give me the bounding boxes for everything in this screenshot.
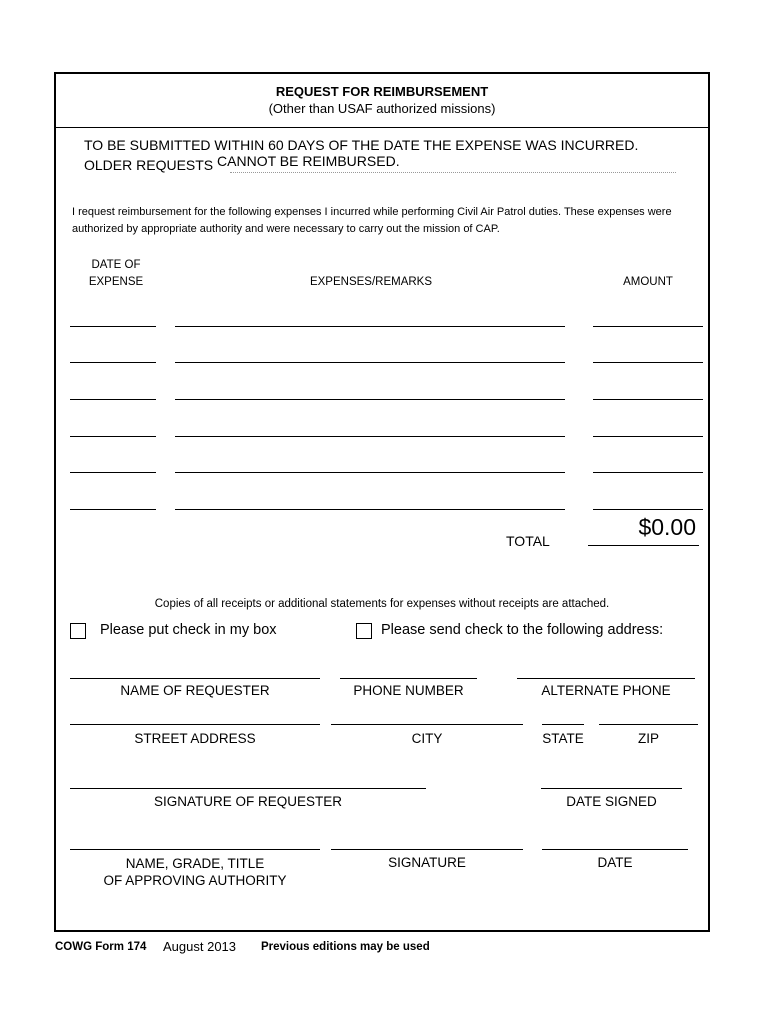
late-request-prefix: OLDER REQUESTS	[84, 157, 214, 173]
phone-number-label: PHONE NUMBER	[353, 683, 464, 698]
street-address-label: STREET ADDRESS	[134, 731, 256, 746]
expense-date-field[interactable]	[70, 399, 156, 400]
form-title: REQUEST FOR REIMBURSEMENT	[275, 84, 489, 99]
column-date-header	[70, 257, 162, 291]
column-date-header-line1: DATE OF	[91, 259, 141, 271]
approver-name-label	[70, 855, 320, 889]
alternate-phone-label: ALTERNATE PHONE	[541, 683, 671, 698]
expense-date-field[interactable]	[70, 362, 156, 363]
receipts-attached-note: Copies of all receipts or additional statements for expenses without receipts are attached.	[154, 598, 610, 610]
signature-of-requester-label: SIGNATURE OF REQUESTER	[153, 794, 343, 809]
expense-date-field[interactable]	[70, 509, 156, 510]
expense-amount-field[interactable]	[593, 326, 703, 327]
expense-amount-field[interactable]	[593, 362, 703, 363]
name-of-requester-field[interactable]	[70, 678, 320, 679]
name-of-requester-label: NAME OF REQUESTER	[120, 683, 270, 698]
expense-remarks-field[interactable]	[175, 399, 565, 400]
total-amount: $0.00	[638, 514, 696, 540]
expense-date-field[interactable]	[70, 436, 156, 437]
expense-date-field[interactable]	[70, 472, 156, 473]
expense-amount-field[interactable]	[593, 472, 703, 473]
zip-field[interactable]	[599, 724, 698, 725]
state-field[interactable]	[542, 724, 584, 725]
street-address-field[interactable]	[70, 724, 320, 725]
notice-underline	[230, 172, 676, 173]
phone-number-field[interactable]	[340, 678, 477, 679]
alternate-phone-field[interactable]	[517, 678, 695, 679]
city-field[interactable]	[331, 724, 523, 725]
send-to-address-label: Please send check to the following address:	[381, 622, 664, 638]
form-number: COWG Form 174	[55, 941, 147, 953]
late-request-emphasis: CANNOT BE REIMBURSED.	[217, 153, 400, 169]
date-signed-field[interactable]	[541, 788, 682, 789]
approval-date-label: DATE	[597, 855, 633, 870]
expense-remarks-field[interactable]	[175, 326, 565, 327]
expense-remarks-field[interactable]	[175, 436, 565, 437]
expense-remarks-field[interactable]	[175, 362, 565, 363]
total-underline	[588, 545, 699, 546]
send-to-address-checkbox[interactable]	[356, 623, 372, 639]
approver-signature-label: SIGNATURE	[388, 855, 466, 870]
date-signed-label: DATE SIGNED	[566, 794, 657, 809]
late-request-notice	[84, 153, 400, 173]
approver-signature-field[interactable]	[331, 849, 523, 850]
form-subtitle: (Other than USAF authorized missions)	[268, 101, 496, 116]
approver-name-label-line2: OF APPROVING AUTHORITY	[103, 873, 287, 888]
check-in-box-label: Please put check in my box	[100, 622, 277, 638]
total-label: TOTAL	[506, 533, 550, 549]
city-label: CITY	[411, 731, 443, 746]
expense-amount-field[interactable]	[593, 509, 703, 510]
approver-name-field[interactable]	[70, 849, 320, 850]
expense-remarks-field[interactable]	[175, 509, 565, 510]
state-label: STATE	[542, 731, 584, 746]
expense-date-field[interactable]	[70, 326, 156, 327]
zip-label: ZIP	[637, 731, 659, 746]
column-date-header-line2: EXPENSE	[88, 276, 144, 288]
column-amount-header: AMOUNT	[623, 276, 673, 288]
signature-of-requester-field[interactable]	[70, 788, 426, 789]
submission-deadline-notice: TO BE SUBMITTED WITHIN 60 DAYS OF THE DATE THE EXPENSE WAS INCURRED.	[84, 137, 639, 153]
expense-amount-field[interactable]	[593, 399, 703, 400]
expense-amount-field[interactable]	[593, 436, 703, 437]
check-in-box-checkbox[interactable]	[70, 623, 86, 639]
approval-date-field[interactable]	[542, 849, 688, 850]
reimbursement-statement: I request reimbursement for the following expenses I incurred while performing Civil Air Patrol duties. These expenses were authorized by appropriate authority and were necessary to carry out the mission of CAP.	[72, 206, 672, 235]
previous-editions-note: Previous editions may be used	[261, 941, 430, 953]
header-divider	[56, 127, 708, 128]
column-remarks-header: EXPENSES/REMARKS	[309, 276, 433, 288]
expense-remarks-field[interactable]	[175, 472, 565, 473]
approver-name-label-line1: NAME, GRADE, TITLE	[125, 856, 265, 871]
form-edition-date: August 2013	[163, 939, 237, 954]
